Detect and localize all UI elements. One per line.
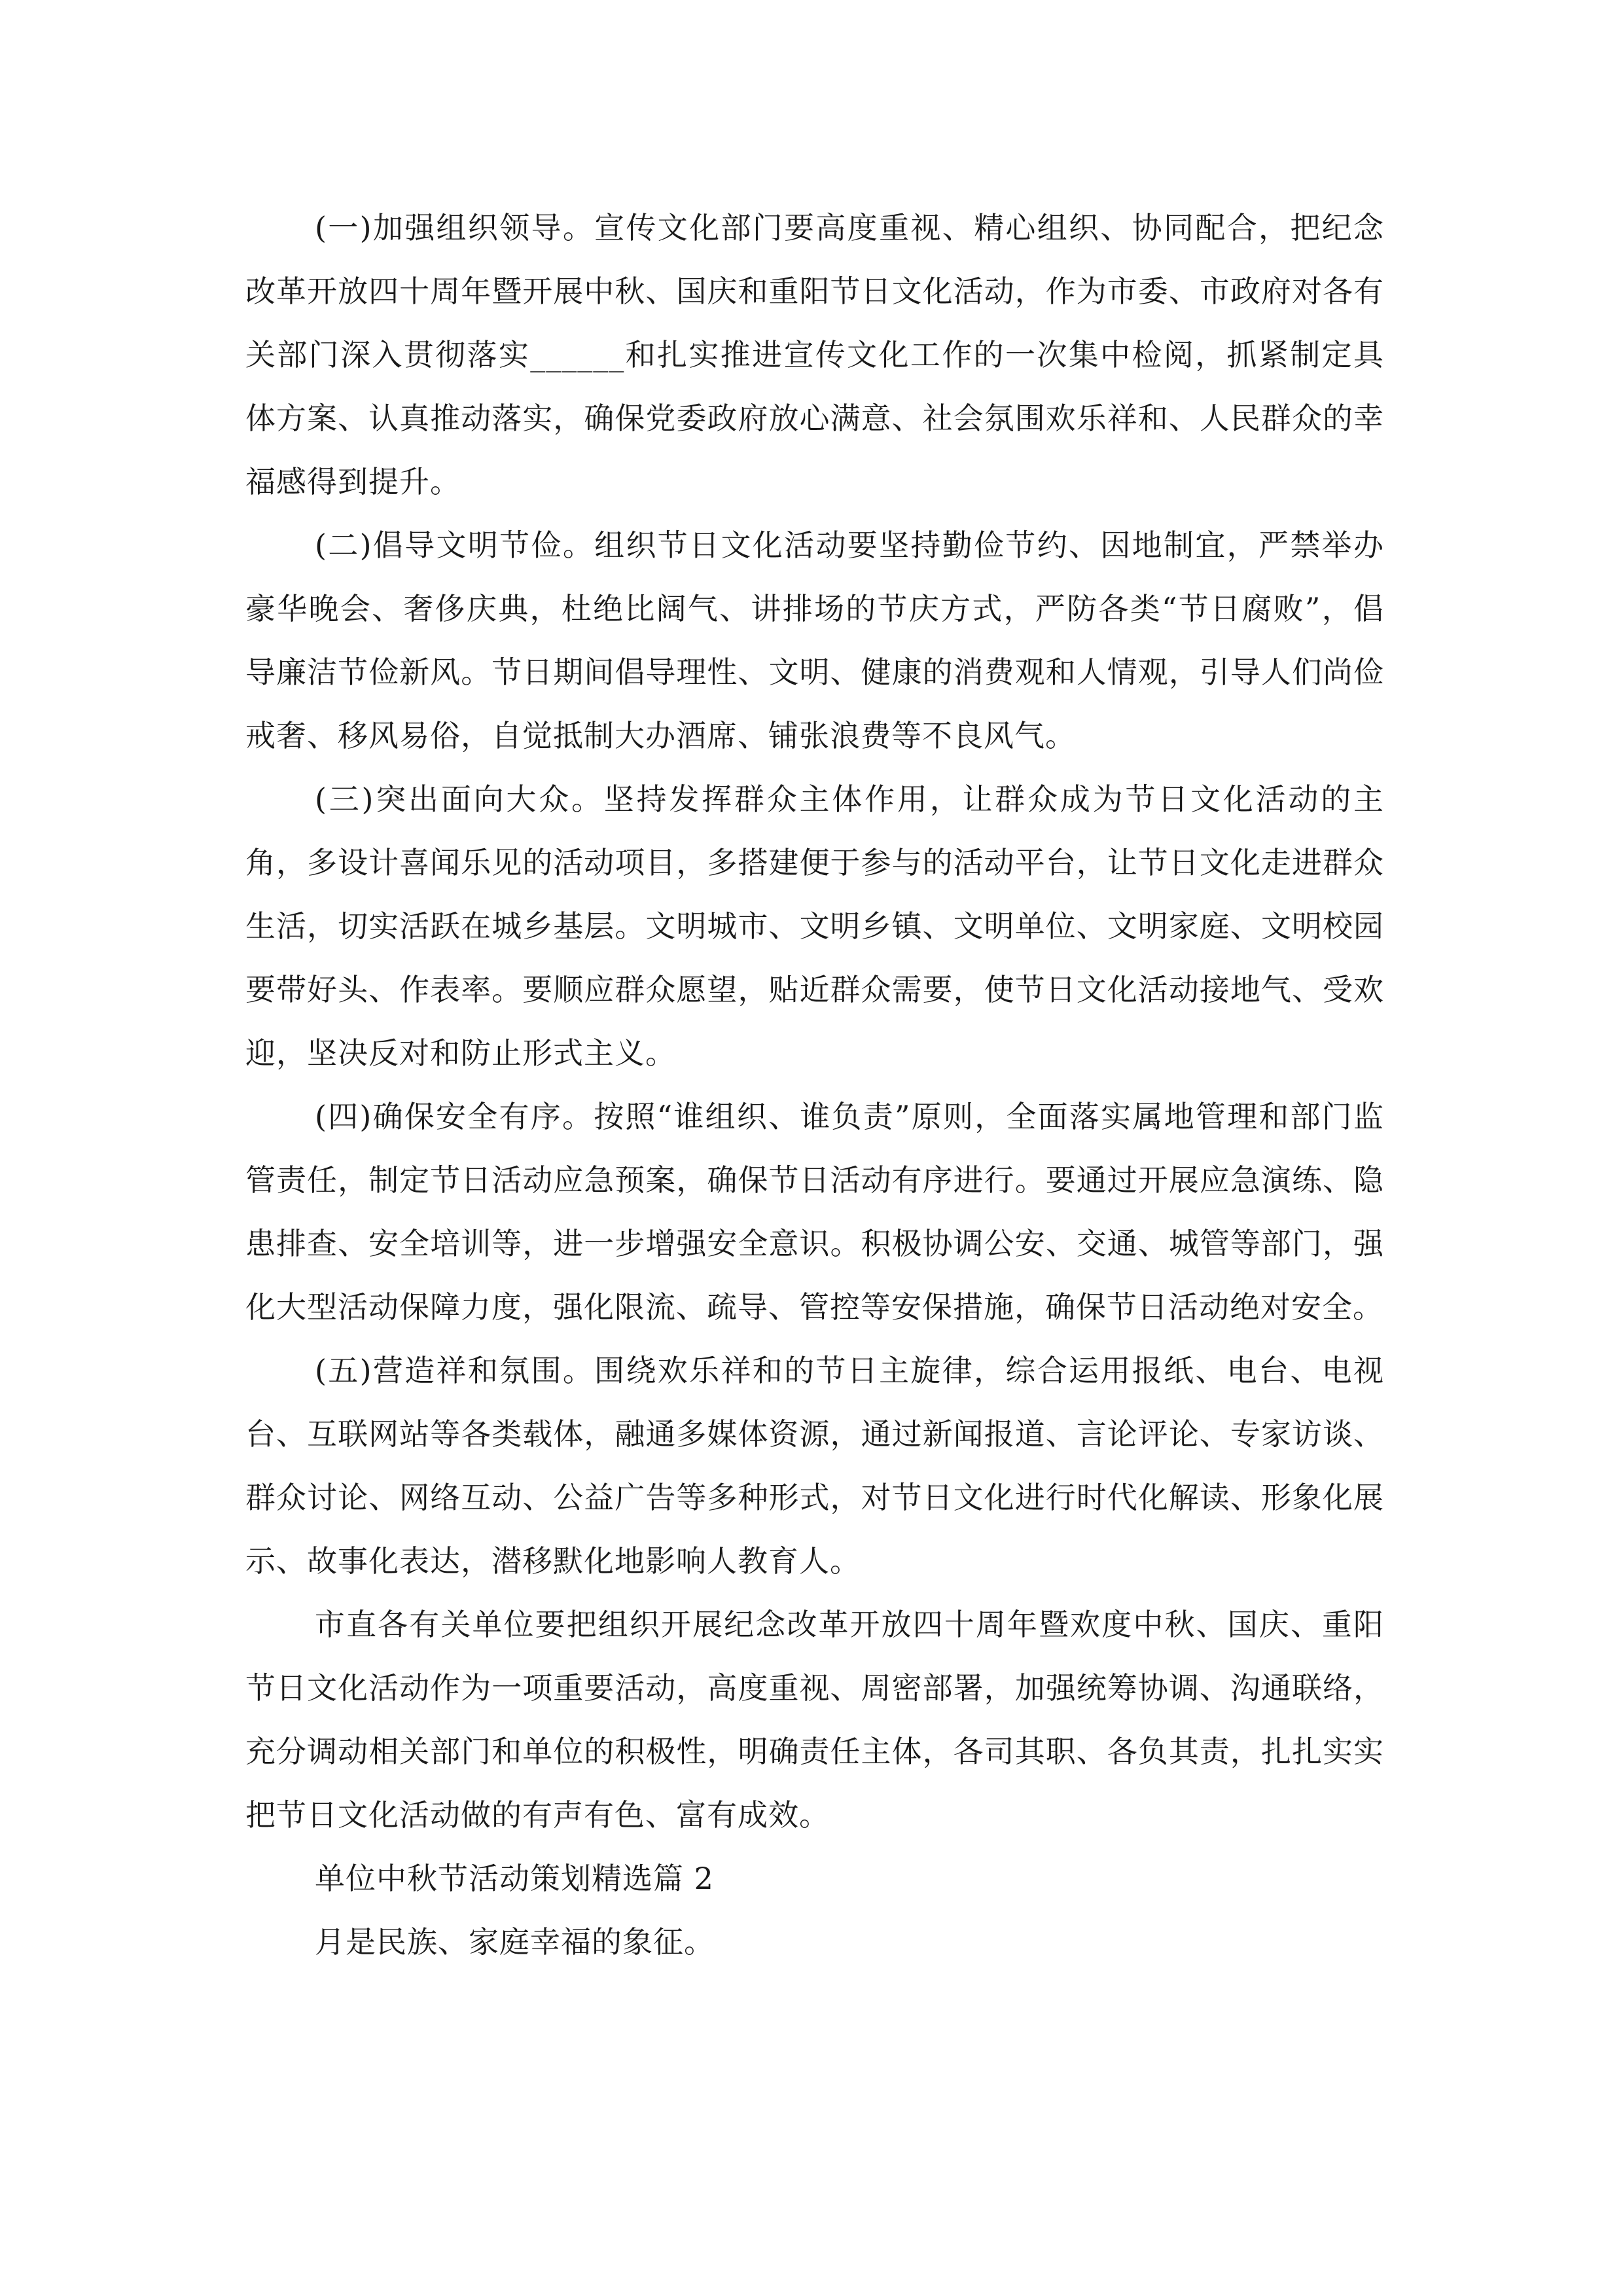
paragraph-organization-leadership: (一)加强组织领导。宣传文化部门要高度重视、精心组织、协同配合，把纪念改革开放四十周年暨开展中秋、国庆和重阳节日文化活动，作为市委、市政府对各有关部门深入贯彻落实______和扎实推进宣传文化工作的一次集中检阅，抓紧制定具体方案、认真推动落实，确保党委政府放心满意、社会氛围欢乐祥和、人民群众的幸福感得到提升。: [245, 210, 1384, 499]
paragraph-unit-requirements: 市直各有关单位要把组织开展纪念改革开放四十周年暨欢度中秋、国庆、重阳节日文化活动作为一项重要活动，高度重视、周密部署，加强统筹协调、沟通联络，充分调动相关部门和单位的积极性，明确责任主体，各司其职、各负其责，扎扎实实把节日文化活动做的有声有色、富有成效。: [245, 1607, 1384, 1833]
section-heading: 单位中秋节活动策划精选篇 2: [315, 1861, 714, 1896]
paragraph-civilized-thrift: (二)倡导文明节俭。组织节日文化活动要坚持勤俭节约、因地制宜，严禁举办豪华晚会、奢侈庆典，杜绝比阔气、讲排场的节庆方式，严防各类“节日腐败”，倡导廉洁节俭新风。节日期间倡导理性、文明、健康的消费观和人情观，引导人们尚俭戒奢、移风易俗，自觉抵制大办酒席、铺张浪费等不良风气。: [245, 528, 1384, 753]
document-body: [245, 196, 1384, 1974]
paragraph-public-oriented: (三)突出面向大众。坚持发挥群众主体作用，让群众成为节日文化活动的主角，多设计喜闻乐见的活动项目，多搭建便于参与的活动平台，让节日文化走进群众生活，切实活跃在城乡基层。文明城市、文明乡镇、文明单位、文明家庭、文明校园要带好头、作表率。要顺应群众愿望，贴近群众需要，使节日文化活动接地气、受欢迎，坚决反对和防止形式主义。: [245, 781, 1384, 1071]
closing-line: 月是民族、家庭幸福的象征。: [315, 1924, 715, 1960]
paragraph-safety-order: (四)确保安全有序。按照“谁组织、谁负责”原则，全面落实属地管理和部门监管责任，制定节日活动应急预案，确保节日活动有序进行。要通过开展应急演练、隐患排查、安全培训等，进一步增强安全意识。积极协调公安、交通、城管等部门，强化大型活动保障力度，强化限流、疏导、管控等安保措施，确保节日活动绝对安全。: [245, 1099, 1384, 1325]
paragraph-harmonious-atmosphere: (五)营造祥和氛围。围绕欢乐祥和的节日主旋律，综合运用报纸、电台、电视台、互联网站等各类载体，融通多媒体资源，通过新闻报道、言论评论、专家访谈、群众讨论、网络互动、公益广告等多种形式，对节日文化进行时代化解读、形象化展示、故事化表达，潜移默化地影响人教育人。: [245, 1353, 1384, 1579]
